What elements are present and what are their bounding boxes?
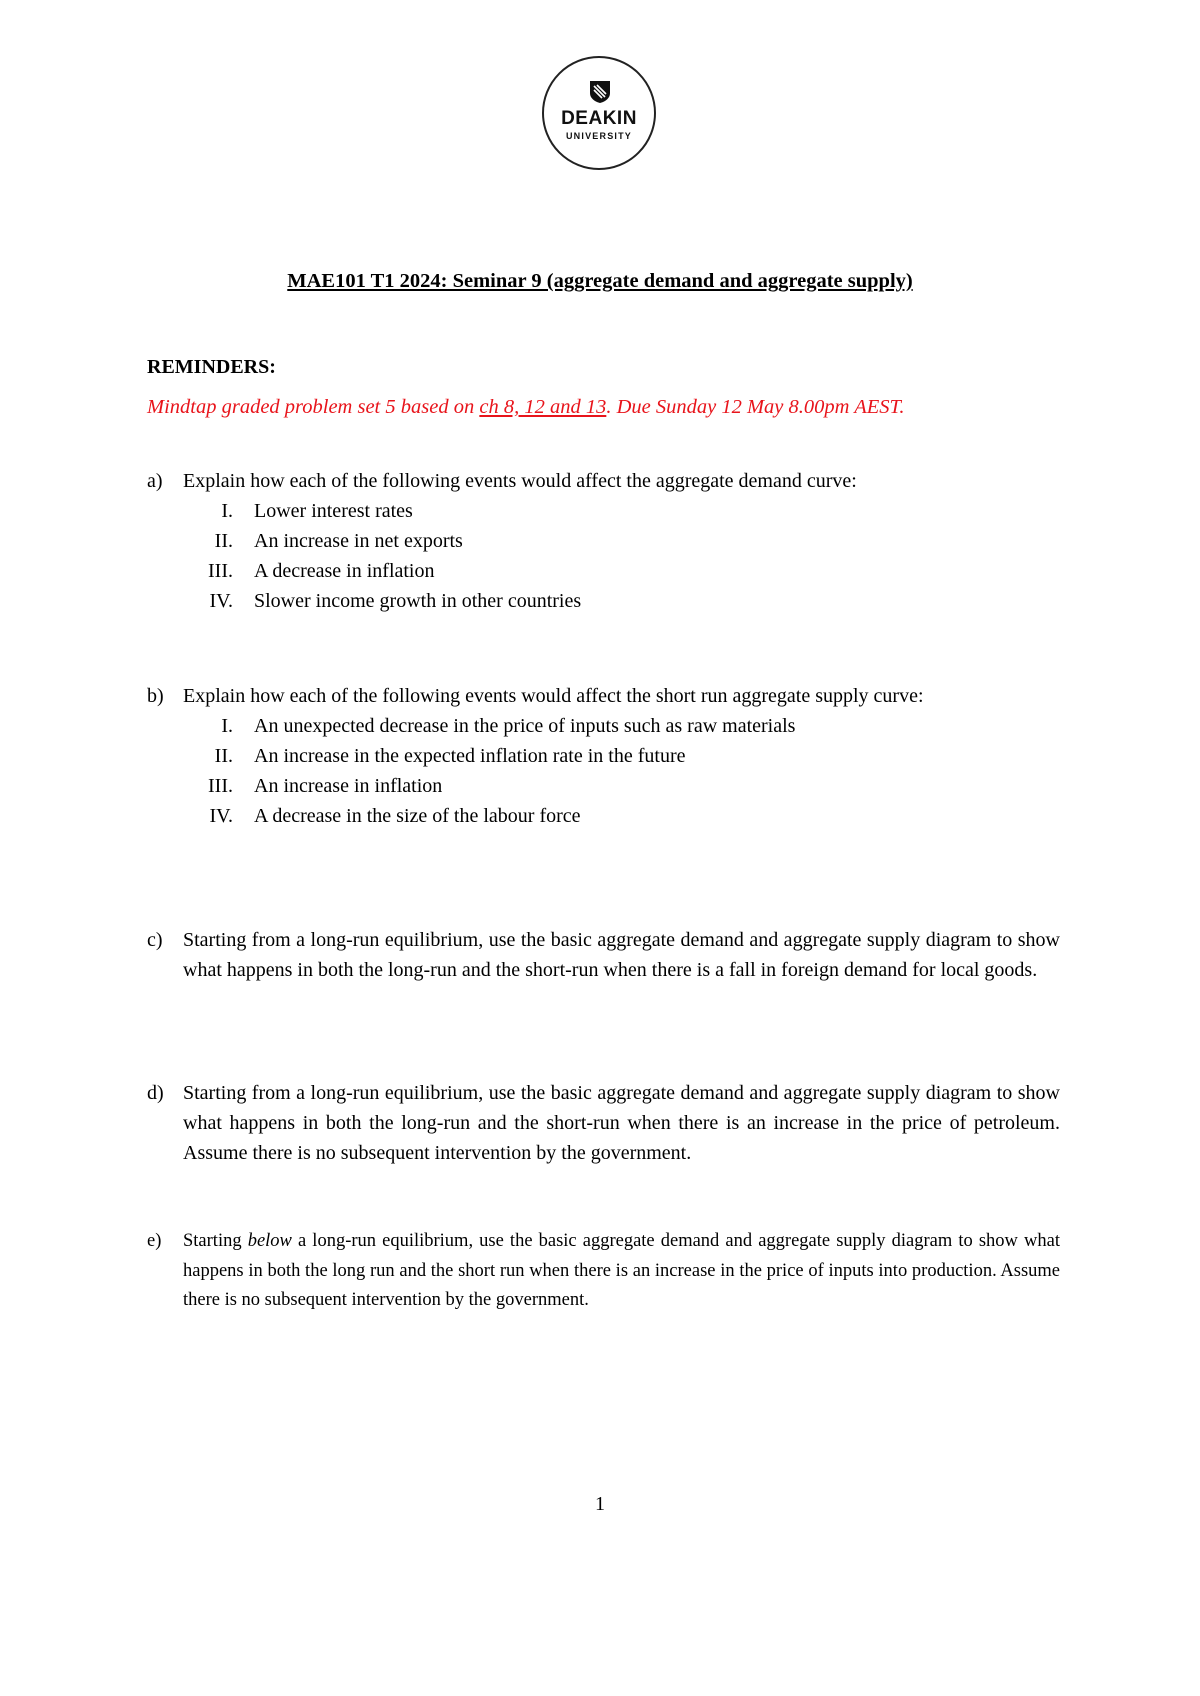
list-item — [147, 801, 1060, 831]
list-item — [147, 771, 1060, 801]
reminder-text — [147, 396, 905, 419]
question-text: Explain how each of the following events would affect the aggregate demand curve: — [183, 470, 857, 492]
item-text: An increase in the expected inflation rate in the future — [254, 745, 686, 767]
question-d — [147, 1078, 1060, 1168]
list-item — [147, 556, 1060, 586]
item-number: II. — [214, 530, 233, 552]
list-item — [147, 741, 1060, 771]
question-letter: c) — [147, 929, 163, 951]
item-number: II. — [214, 745, 233, 767]
deakin-logo — [542, 56, 656, 170]
question-text: Explain how each of the following events would affect the short run aggregate supply curve: — [183, 685, 924, 707]
question-items — [147, 496, 1060, 616]
list-item — [147, 586, 1060, 616]
item-number: I. — [221, 500, 233, 522]
question-letter: e) — [147, 1231, 162, 1251]
item-text: An unexpected decrease in the price of inputs such as raw materials — [254, 715, 796, 737]
question-items — [147, 711, 1060, 831]
question-letter: d) — [147, 1082, 164, 1104]
item-text: A decrease in inflation — [254, 560, 435, 582]
item-number: III. — [208, 775, 233, 797]
item-text: An increase in net exports — [254, 530, 463, 552]
question-b — [147, 681, 1060, 831]
logo-wordmark: DEAKIN — [561, 108, 637, 129]
item-text: An increase in inflation — [254, 775, 443, 797]
reminder-text-part3: . Due Sunday 12 May 8.00pm AEST. — [606, 396, 905, 418]
page-title: MAE101 T1 2024: Seminar 9 (aggregate demand and aggregate supply) — [287, 270, 913, 292]
list-item — [147, 711, 1060, 741]
question-letter: b) — [147, 685, 164, 707]
reminder-text-part1: Mindtap graded problem set 5 based on — [147, 396, 480, 418]
deakin-crest-icon — [589, 80, 611, 104]
question-text-start: Starting — [183, 1231, 248, 1251]
question-e — [147, 1227, 1060, 1316]
logo-subtitle: UNIVERSITY — [565, 131, 632, 141]
question-text-emphasis: below — [247, 1231, 292, 1251]
question-letter: a) — [147, 470, 163, 492]
question-text — [183, 1227, 1060, 1316]
item-text: Lower interest rates — [254, 500, 413, 522]
list-item — [147, 496, 1060, 526]
question-text: Starting from a long-run equilibrium, use the basic aggregate demand and aggregate supply diagram to show what happens in both the long-run and the short-run when there is an increase in the price of petroleum. Assume there is no subsequent intervention by the government. — [183, 1082, 1060, 1164]
item-text: A decrease in the size of the labour force — [254, 805, 581, 827]
list-item — [147, 526, 1060, 556]
item-number: I. — [221, 715, 233, 737]
question-c — [147, 925, 1060, 985]
reminders-heading: REMINDERS: — [147, 356, 276, 378]
item-number: IV. — [209, 590, 233, 612]
item-number: III. — [208, 560, 233, 582]
question-text-rest: a long-run equilibrium, use the basic aggregate demand and aggregate supply diagram to show what happens in both the long run and the short run when there is an increase in the price of inputs into production. Assume there is no subsequent intervention by the government. — [183, 1231, 1060, 1310]
reminder-chapters-link: ch 8, 12 and 13 — [479, 396, 607, 418]
item-number: IV. — [209, 805, 233, 827]
item-text: Slower income growth in other countries — [254, 590, 582, 612]
question-text: Starting from a long-run equilibrium, use the basic aggregate demand and aggregate supply diagram to show what happens in both the long-run and the short-run when there is a fall in foreign demand for local goods. — [183, 929, 1060, 981]
question-a — [147, 466, 1060, 616]
page-number: 1 — [595, 1493, 605, 1515]
